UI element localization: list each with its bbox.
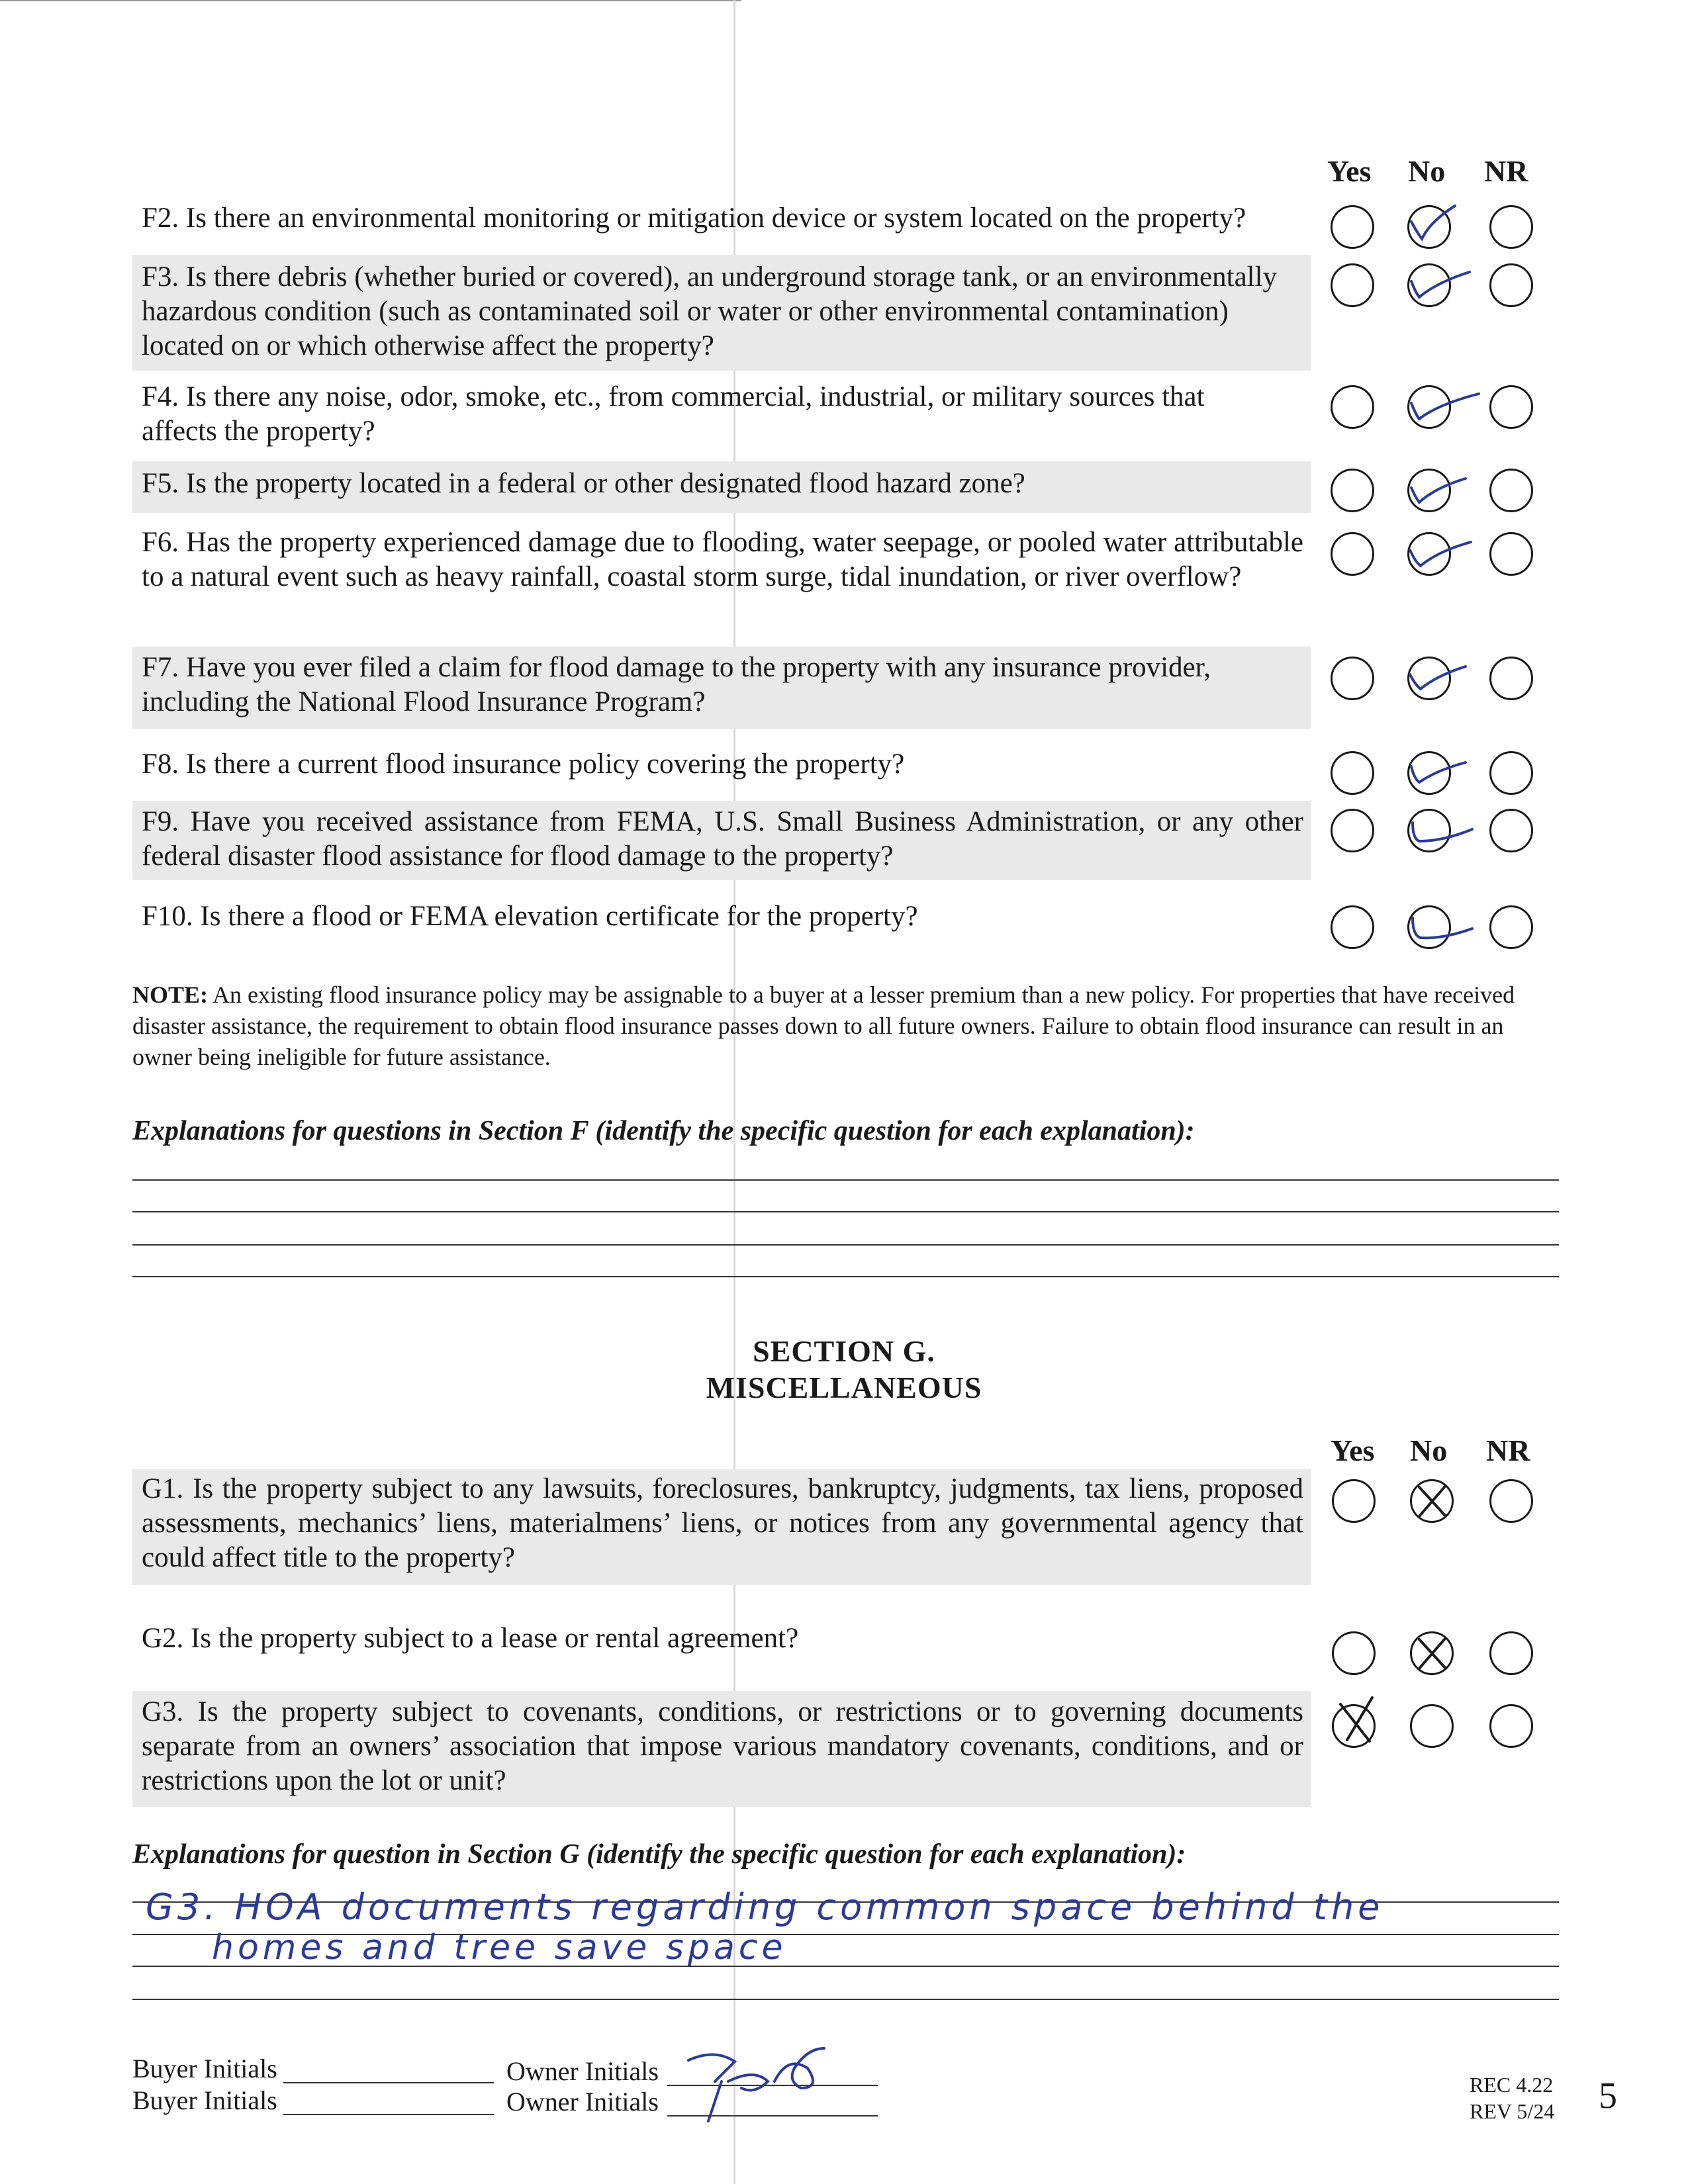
- f8-yes-radio[interactable]: [1331, 751, 1374, 795]
- section-g-explanations-label: Explanations for question in Section G (identify the specific question for each explanation):: [132, 1839, 1186, 1870]
- question-row-f7: [132, 647, 1311, 729]
- g-col-header-no: No: [1410, 1433, 1448, 1467]
- section-f-explanation-line-2[interactable]: [132, 1211, 1559, 1212]
- scan-top-edge: [0, 0, 741, 1]
- f10-yes-radio[interactable]: [1331, 905, 1374, 949]
- question-text-f6: F6. Has the property experienced damage due to flooding, water seepage, or pooled water attributable to a natural event such as heavy rainfall, coastal storm surge, tidal inundation, or river overflow?: [142, 527, 1303, 592]
- section-g-subtitle: MISCELLANEOUS: [706, 1371, 982, 1404]
- section-f-explanation-line-4[interactable]: [132, 1276, 1559, 1277]
- f3-nr-radio[interactable]: [1489, 263, 1533, 307]
- question-row-g3: [132, 1691, 1311, 1807]
- f5-yes-radio[interactable]: [1331, 469, 1374, 512]
- g2-nr-radio[interactable]: [1489, 1631, 1533, 1675]
- question-row-f5: [132, 461, 1311, 513]
- g3-nr-radio[interactable]: [1489, 1704, 1533, 1748]
- section-g-title: SECTION G.: [753, 1334, 935, 1368]
- question-text-g3: G3. Is the property subject to covenants, conditions, or restrictions or to governing documents separate from an owners’ association that impose various mandatory covenants, conditions, and or restrictions upon the lot or unit?: [142, 1696, 1303, 1796]
- f7-yes-radio[interactable]: [1331, 657, 1374, 700]
- g-col-header-nr: NR: [1486, 1433, 1530, 1467]
- form-id: REC 4.22: [1470, 2073, 1554, 2097]
- form-revision: REV 5/24: [1470, 2099, 1555, 2123]
- question-text-f8: F8. Is there a current flood insurance policy covering the property?: [142, 749, 905, 780]
- f7-no-checkmark: [1397, 647, 1483, 713]
- question-text-f9: F9. Have you received assistance from FEMA, U.S. Small Business Administration, or any other federal disaster flood assistance for flood damage to the property?: [142, 806, 1303, 872]
- handwritten-line-1: G3. HOA documents regarding common space behind the: [146, 1886, 1384, 1928]
- handwritten-explanation: [139, 1886, 1562, 1972]
- col-header-nr: NR: [1484, 154, 1528, 188]
- note-label: NOTE:: [132, 981, 209, 1008]
- f2-no-checkmark: [1397, 195, 1476, 261]
- buyer-initials-label-1: Buyer Initials: [132, 2054, 277, 2083]
- f9-nr-radio[interactable]: [1489, 809, 1533, 852]
- question-text-f2: F2. Is there an environmental monitoring or mitigation device or system located on the property?: [142, 203, 1246, 234]
- f6-nr-radio[interactable]: [1489, 532, 1533, 576]
- flood-insurance-note: [132, 979, 1556, 1073]
- f3-yes-radio[interactable]: [1331, 263, 1374, 307]
- f9-no-checkmark: [1397, 799, 1489, 865]
- form-revision-block: [1470, 2071, 1554, 2124]
- g1-yes-radio[interactable]: [1332, 1479, 1376, 1523]
- question-text-g1: G1. Is the property subject to any lawsuits, foreclosures, bankruptcy, judgments, tax liens, proposed assessments, mechanics’ liens, materialmens’ liens, or notices from any governmental agency that could affect title to the property?: [142, 1473, 1303, 1573]
- f8-no-checkmark: [1397, 741, 1483, 807]
- f8-nr-radio[interactable]: [1489, 751, 1533, 795]
- question-text-f4: F4. Is there any noise, odor, smoke, etc., from commercial, industrial, or military sources that affects the property?: [142, 381, 1205, 447]
- question-text-f5: F5. Is the property located in a federal or other designated flood hazard zone?: [142, 468, 1025, 499]
- section-f-explanations-label: Explanations for questions in Section F (identify the specific question for each explanation):: [132, 1116, 1195, 1146]
- question-text-f10: F10. Is there a flood or FEMA elevation certificate for the property?: [142, 901, 918, 932]
- f9-yes-radio[interactable]: [1331, 809, 1374, 852]
- question-text-g2: G2. Is the property subject to a lease or rental agreement?: [142, 1623, 799, 1654]
- buyer-initials-field-2[interactable]: [283, 2114, 494, 2115]
- note-text: An existing flood insurance policy may be assignable to a buyer at a lesser premium than a new policy. For properties that have received disaster assistance, the requirement to obtain flood insurance passes down to all future owners. Failure to obtain flood insurance can result in an owner being ineligible for future assistance.: [132, 981, 1515, 1070]
- f2-nr-radio[interactable]: [1489, 205, 1533, 249]
- owner-initials-label-1: Owner Initials: [506, 2056, 659, 2086]
- section-f-explanation-line-1[interactable]: [132, 1179, 1559, 1181]
- section-g-explanation-line-4[interactable]: [132, 1999, 1559, 2000]
- g2-no-x-mark: [1410, 1631, 1454, 1675]
- question-row-f6: [132, 524, 1311, 637]
- question-row-g1: [132, 1469, 1311, 1585]
- col-header-yes: Yes: [1327, 154, 1372, 188]
- question-row-f9: [132, 801, 1311, 880]
- f5-nr-radio[interactable]: [1489, 469, 1533, 512]
- f2-yes-radio[interactable]: [1331, 205, 1374, 249]
- f4-yes-radio[interactable]: [1331, 385, 1374, 429]
- f10-nr-radio[interactable]: [1489, 905, 1533, 949]
- owner-initials-scribble: [675, 2042, 847, 2128]
- question-row-f10: [132, 897, 1311, 938]
- question-row-g2: [132, 1621, 1311, 1662]
- f5-no-checkmark: [1397, 459, 1483, 525]
- question-text-f7: F7. Have you ever filed a claim for flood damage to the property with any insurance provider, including the National Flood Insurance Program?: [142, 652, 1211, 717]
- g3-yes-x-mark: [1327, 1691, 1387, 1751]
- handwritten-line-2: homes and tree save space: [212, 1928, 787, 1968]
- page-number: 5: [1599, 2075, 1617, 2116]
- question-row-f4: [132, 379, 1311, 455]
- g1-nr-radio[interactable]: [1489, 1479, 1533, 1523]
- f3-no-checkmark: [1397, 253, 1489, 320]
- question-row-f8: [132, 745, 1311, 786]
- f10-no-checkmark: [1397, 895, 1489, 962]
- g1-no-x-mark: [1410, 1479, 1454, 1523]
- buyer-initials-field-1[interactable]: [283, 2082, 494, 2083]
- buyer-initials-label-2: Buyer Initials: [132, 2085, 277, 2115]
- g3-no-radio[interactable]: [1410, 1704, 1454, 1748]
- col-header-no: No: [1408, 154, 1446, 188]
- question-row-f2: [132, 199, 1311, 240]
- question-row-f3: [132, 255, 1311, 371]
- f6-no-checkmark: [1397, 522, 1489, 588]
- owner-initials-label-2: Owner Initials: [506, 2087, 659, 2116]
- f7-nr-radio[interactable]: [1489, 657, 1533, 700]
- question-text-f3: F3. Is there debris (whether buried or covered), an underground storage tank, or an environmentally hazardous condition (such as contaminated soil or water or other environmental contamination) located on or which otherwise affect the property?: [142, 261, 1278, 361]
- g-col-header-yes: Yes: [1331, 1433, 1375, 1467]
- f6-yes-radio[interactable]: [1331, 532, 1374, 576]
- f4-no-checkmark: [1397, 375, 1496, 441]
- section-f-explanation-line-3[interactable]: [132, 1244, 1559, 1246]
- g2-yes-radio[interactable]: [1332, 1631, 1376, 1675]
